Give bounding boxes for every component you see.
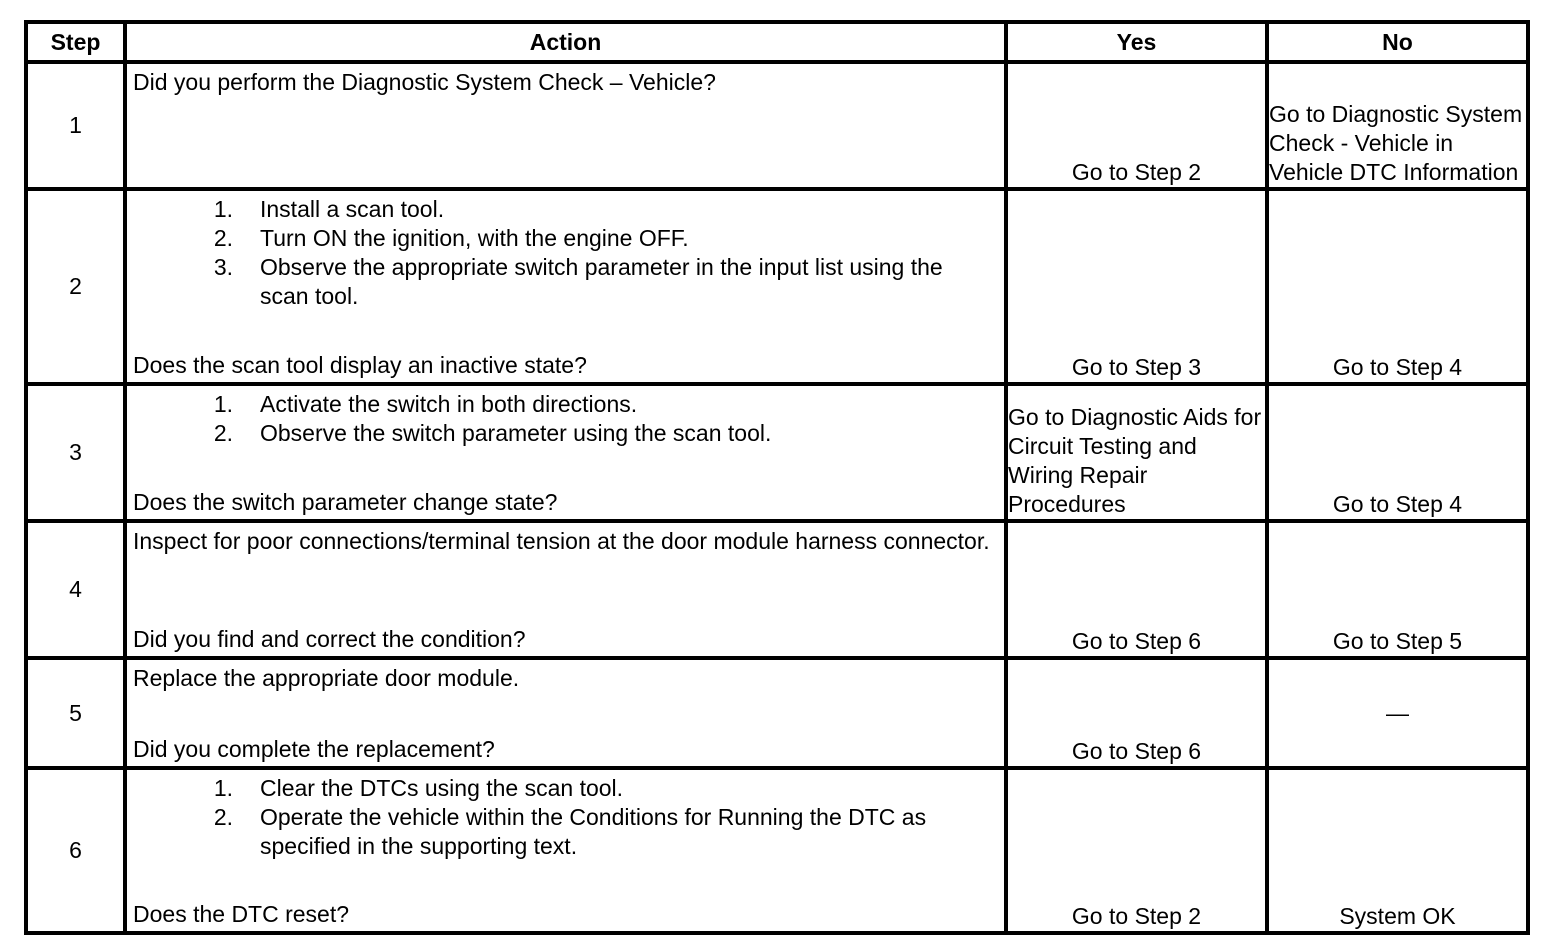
action-steps-list xyxy=(133,195,996,311)
header-yes: Yes xyxy=(1006,22,1267,62)
yes-result: Go to Step 6 xyxy=(1006,658,1267,768)
action-question: Did you find and correct the condition? xyxy=(133,626,526,652)
list-item: 2. Turn ON the ignition, with the engine OFF. xyxy=(213,225,689,251)
diagnostic-table xyxy=(24,20,1530,935)
header-no: No xyxy=(1267,22,1528,62)
yes-result: Go to Diagnostic Aids for Circuit Testing and Wiring Repair Procedures xyxy=(1006,384,1267,521)
table-row xyxy=(26,521,1528,658)
action-question: Does the switch parameter change state? xyxy=(133,489,558,515)
no-result: Go to Step 4 xyxy=(1267,384,1528,521)
list-item: 1. Clear the DTCs using the scan tool. xyxy=(213,775,624,801)
action-steps-list xyxy=(133,774,996,861)
action-text: Inspect for poor connections/terminal tension at the door module harness connector. xyxy=(133,528,990,554)
yes-result: Go to Step 3 xyxy=(1006,189,1267,384)
action-cell xyxy=(125,62,1006,189)
step-number: 5 xyxy=(26,658,125,768)
yes-result: Go to Step 2 xyxy=(1006,62,1267,189)
list-item: 2. Operate the vehicle within the Conditions for Running the DTC as specified in the supporting text. xyxy=(213,804,927,859)
step-number: 2 xyxy=(26,189,125,384)
table-header-row xyxy=(26,22,1528,62)
list-item: 1. Install a scan tool. xyxy=(213,196,445,222)
list-item: 1. Activate the switch in both directions. xyxy=(213,391,638,417)
yes-result: Go to Step 2 xyxy=(1006,768,1267,933)
action-cell xyxy=(125,384,1006,521)
no-result: Go to Diagnostic System Check - Vehicle in Vehicle DTC Information xyxy=(1267,62,1528,189)
step-number: 4 xyxy=(26,521,125,658)
action-question: Did you complete the replacement? xyxy=(133,736,495,762)
action-cell xyxy=(125,189,1006,384)
action-text: Replace the appropriate door module. xyxy=(133,665,520,691)
step-number: 1 xyxy=(26,62,125,189)
action-cell xyxy=(125,658,1006,768)
step-number: 3 xyxy=(26,384,125,521)
action-cell xyxy=(125,768,1006,933)
no-result: Go to Step 4 xyxy=(1267,189,1528,384)
header-step: Step xyxy=(26,22,125,62)
list-item: 3. Observe the appropriate switch parameter in the input list using the scan tool. xyxy=(213,254,943,309)
table-row xyxy=(26,189,1528,384)
table-row xyxy=(26,384,1528,521)
action-text: Did you perform the Diagnostic System Check – Vehicle? xyxy=(133,69,716,95)
action-question: Does the DTC reset? xyxy=(133,901,350,927)
table-row xyxy=(26,658,1528,768)
action-question: Does the scan tool display an inactive state? xyxy=(133,352,587,378)
no-result: System OK xyxy=(1267,768,1528,933)
no-result: Go to Step 5 xyxy=(1267,521,1528,658)
yes-result: Go to Step 6 xyxy=(1006,521,1267,658)
table-row xyxy=(26,768,1528,933)
list-item: 2. Observe the switch parameter using the scan tool. xyxy=(213,420,772,446)
action-steps-list xyxy=(133,390,996,448)
step-number: 6 xyxy=(26,768,125,933)
no-result: — xyxy=(1267,658,1528,768)
header-action: Action xyxy=(125,22,1006,62)
action-cell xyxy=(125,521,1006,658)
table-row xyxy=(26,62,1528,189)
